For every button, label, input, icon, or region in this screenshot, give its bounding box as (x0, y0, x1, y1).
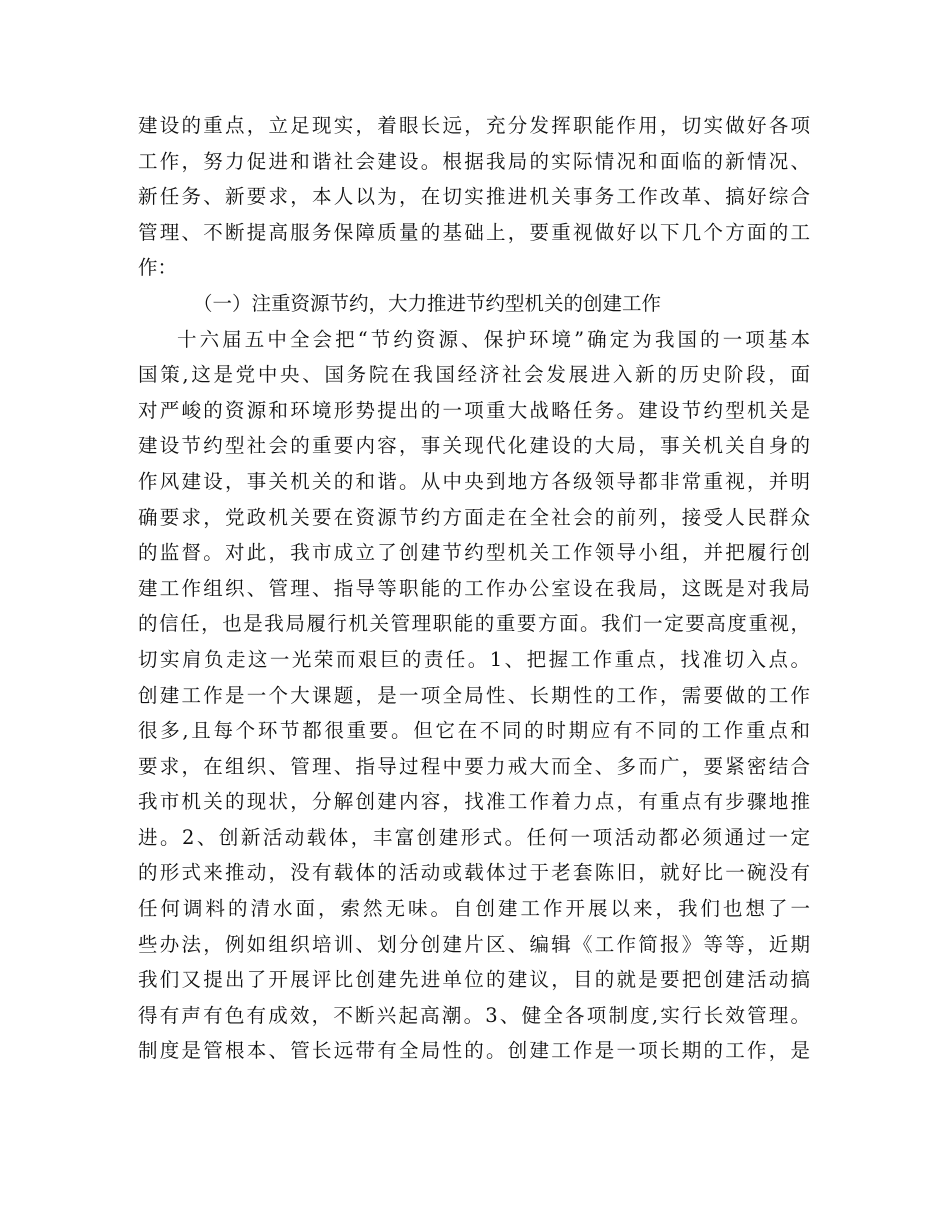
text-line: 建设节约型社会的重要内容，事关现代化建设的大局，事关机关自身的 (138, 434, 810, 458)
text-line: 我市机关的现状，分解创建内容，找准工作着力点，有重点有步骤地推 (138, 790, 810, 814)
text-line: 的信任，也是我局履行机关管理职能的重要方面。我们一定要高度重视， (138, 612, 810, 636)
text-line: 作风建设，事关机关的和谐。从中央到地方各级领导都非常重视，并明 (138, 469, 810, 493)
text-line: 任何调料的清水面，索然无味。自创建工作开展以来，我们也想了一 (138, 897, 810, 921)
text-line: 新任务、新要求，本人以为，在切实推进机关事务工作改革、搞好综合 (138, 185, 810, 209)
text-line: 我们又提出了开展评比创建先进单位的建议，目的就是要把创建活动搞 (138, 968, 810, 992)
text-line: 的监督。对此，我市成立了创建节约型机关工作领导小组，并把履行创 (138, 541, 810, 565)
text-line: 管理、不断提高服务保障质量的基础上，要重视做好以下几个方面的工 (138, 220, 810, 244)
text-line: 些办法，例如组织培训、划分创建片区、编辑《工作简报》等等，近期 (138, 932, 810, 956)
text-line: 建工作组织、管理、指导等职能的工作办公室设在我局，这既是对我局 (138, 576, 810, 600)
text-line: 国策,这是党中央、国务院在我国经济社会发展进入新的历史阶段，面 (138, 363, 810, 387)
text-line: 切实肩负走这一光荣而艰巨的责任。1、把握工作重点，找准切入点。 (138, 647, 810, 671)
text-line: 进。2、创新活动载体，丰富创建形式。任何一项活动都必须通过一定 (138, 825, 810, 849)
section-heading: （一）注重资源节约，大力推进节约型机关的创建工作 (193, 291, 662, 315)
text-line: 得有声有色有成效，不断兴起高潮。3、健全各项制度,实行长效管理。 (138, 1003, 810, 1027)
paragraph-first-line: 十六届五中全会把“节约资源、保护环境”确定为我国的一项基本 (177, 327, 810, 351)
text-line: 工作，努力促进和谐社会建设。根据我局的实际情况和面临的新情况、 (138, 149, 810, 173)
document-body (138, 108, 810, 1069)
text-line: 作： (138, 256, 178, 280)
text-line: 的形式来推动，没有载体的活动或载体过于老套陈旧，就好比一碗没有 (138, 861, 810, 885)
text-line: 要求，在组织、管理、指导过程中要力戒大而全、多而广，要紧密结合 (138, 754, 810, 778)
text-line: 对严峻的资源和环境形势提出的一项重大战略任务。建设节约型机关是 (138, 398, 810, 422)
text-line: 建设的重点，立足现实，着眼长远，充分发挥职能作用，切实做好各项 (138, 114, 810, 137)
text-line: 很多,且每个环节都很重要。但它在不同的时期应有不同的工作重点和 (138, 719, 810, 743)
text-line: 制度是管根本、管长远带有全局性的。创建工作是一项长期的工作，是 (138, 1039, 810, 1063)
text-line: 创建工作是一个大课题，是一项全局性、长期性的工作，需要做的工作 (138, 683, 810, 707)
text-line: 确要求，党政机关要在资源节约方面走在全社会的前列，接受人民群众 (138, 505, 810, 529)
